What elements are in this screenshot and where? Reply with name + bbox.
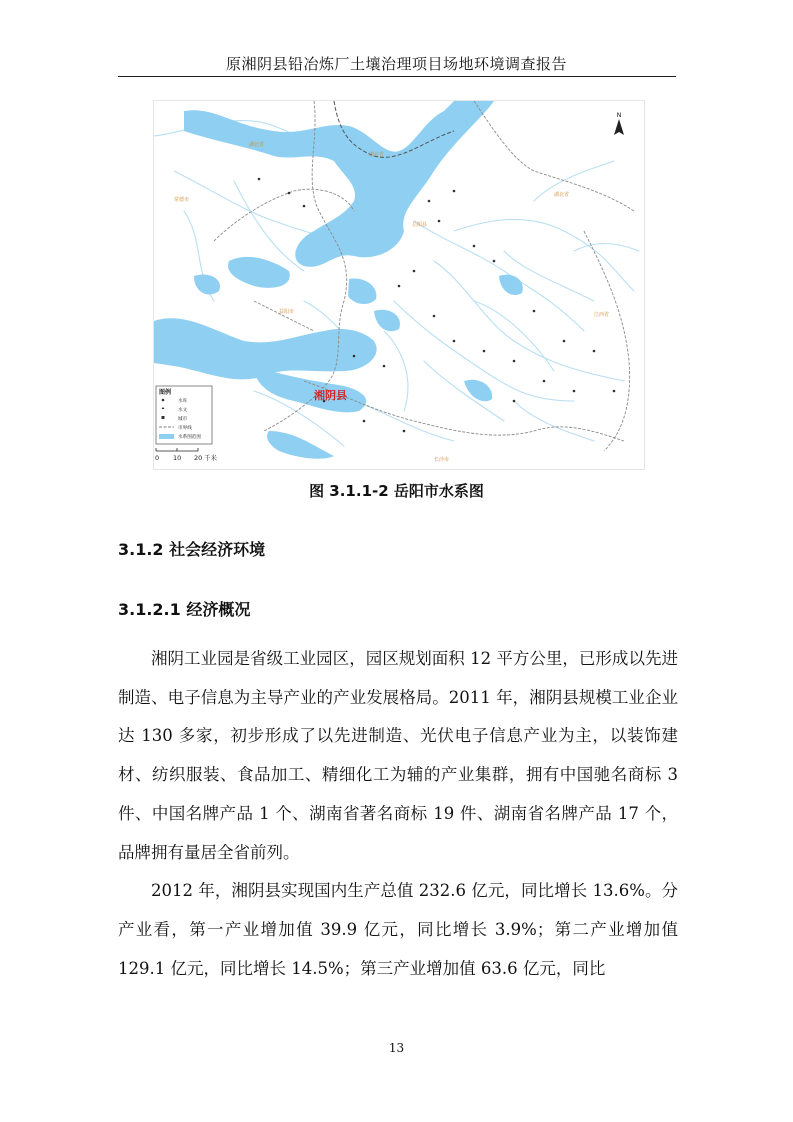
region-label: 江西省 [594,312,610,318]
scale-tick: 10 [173,454,182,462]
legend-city-symbol [162,416,165,419]
header-rule [118,76,676,77]
paragraph: 湘阴工业园是省级工业园区，园区规划面积 12 平方公里，已形成以先进制造、电子信息为主导产业的产业发展格局。2011 年，湘阴县规模工业企业达 130 多家，初步形成了以先进制造、光伏电子信息产业为主，以装饰建材、纺织服装、食品加工、精细化工为辅的产业集群，拥有中国驰名商标 3 件、中国名牌产品 1 个、湖南省著名商标 19 件、湖南省名牌产品 17 个，品牌拥有量居全省前列。 [118,649,678,862]
body-text [118,640,678,988]
legend-title: 图例 [159,389,172,396]
region-label: 益阳市 [279,309,295,315]
page-header-title: 原湘阴县铅冶炼厂土壤治理项目场地环境调查报告 [225,55,567,73]
figure-caption: 图 3.1.1-2 岳阳市水系图 [309,482,484,500]
region-label: 湖北省 [554,192,570,198]
region-label: 常德市 [174,197,190,203]
legend-item: 水系图范围 [178,435,201,440]
county-label-xiangyin: 湘阴县 [314,389,347,402]
scale-unit: 千米 [204,454,217,462]
region-label: 湖北省 [369,152,385,158]
north-label: N [616,111,622,119]
water-system-map [153,100,645,470]
region-label: 长沙市 [434,457,450,463]
scale-tick: 20 [194,454,203,462]
scale-bar [155,448,218,462]
legend-reservoir-symbol [162,399,165,402]
region-label: 岳阳县 [412,222,428,228]
section-heading-3-1-2-1: 3.1.2.1 经济概况 [118,600,251,619]
legend-item: 市界线 [178,426,192,431]
legend-item: 水文 [178,408,188,413]
paragraph: 2012 年，湘阴县实现国内生产总值 232.6 亿元，同比增长 13.6%。分产业看，第一产业增加值 39.9 亿元，同比增长 3.9%；第二产业增加值 129.1 亿元，同比增长 14.5%；第三产业增加值 63.6 亿元，同比 [118,881,678,978]
section-heading-3-1-2: 3.1.2 社会经济环境 [118,540,266,559]
scale-tick: 0 [155,454,160,462]
legend-item: 城市 [178,417,188,422]
legend-item: 水库 [178,399,188,404]
north-arrow-icon [614,111,624,135]
region-label: 湖北省 [249,142,265,148]
legend-water-symbol [159,434,174,439]
page-number: 13 [388,1041,405,1055]
map-legend [156,386,212,444]
